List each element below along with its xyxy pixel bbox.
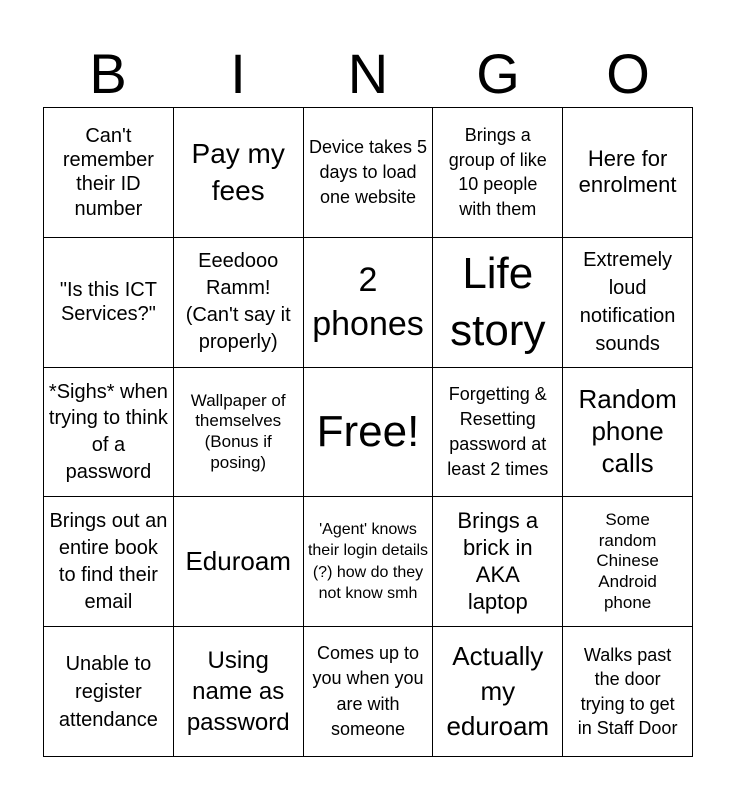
bingo-cell[interactable]	[304, 627, 434, 757]
cell-text: Walks past the door trying to get in Staff Door	[577, 645, 678, 738]
cell-text: Device takes 5 days to load one website	[308, 137, 428, 207]
bingo-cell[interactable]	[563, 497, 693, 627]
bingo-cell[interactable]	[563, 238, 693, 368]
cell-text: *Sighs* when trying to think of a password	[48, 380, 168, 483]
cell-text: "Is this ICT Services?"	[59, 278, 157, 326]
bingo-cell[interactable]	[174, 497, 304, 627]
bingo-cell[interactable]	[433, 238, 563, 368]
cell-text: 'Agent' knows their login details (?) how do they not know smh	[307, 520, 429, 603]
header-letter-o: O	[606, 42, 650, 105]
cell-text: Brings a brick in AKA laptop	[457, 508, 539, 614]
cell-text: Using name as password	[186, 646, 290, 737]
bingo-cell[interactable]	[304, 238, 434, 368]
bingo-cell[interactable]	[44, 238, 174, 368]
bingo-cell[interactable]	[433, 497, 563, 627]
bingo-cell[interactable]	[174, 627, 304, 757]
bingo-cell[interactable]	[304, 108, 434, 238]
bingo-cell[interactable]	[304, 497, 434, 627]
cell-text: Pay my fees	[191, 137, 285, 207]
bingo-cell[interactable]	[44, 497, 174, 627]
cell-text: Brings out an entire book to find their email	[49, 509, 168, 613]
cell-text: Unable to register attendance	[58, 652, 158, 731]
cell-text: Forgetting & Resetting password at least 2 times	[447, 384, 549, 479]
bingo-cell[interactable]	[433, 627, 563, 757]
bingo-cell[interactable]	[174, 108, 304, 238]
cell-text: Here for enrolment	[578, 145, 677, 198]
bingo-cell[interactable]	[433, 108, 563, 238]
header-letter-i: I	[230, 42, 246, 105]
header-letter-b: B	[89, 42, 127, 105]
cell-text: Actually my eduroam	[446, 640, 550, 742]
bingo-cell[interactable]	[563, 108, 693, 238]
header-letter-g: G	[476, 42, 520, 105]
cell-text: 2 phones	[312, 261, 424, 344]
bingo-cell[interactable]	[433, 368, 563, 498]
header-letter-n: N	[347, 42, 389, 105]
cell-text: Some random Chinese Android phone	[596, 509, 659, 612]
cell-text: Comes up to you when you are with someone	[312, 643, 424, 739]
cell-text: Can't remember their ID number	[62, 124, 154, 220]
cell-text: Eduroam	[185, 545, 291, 576]
bingo-cell[interactable]	[174, 368, 304, 498]
cell-text: Eeedooo Ramm! (Can't say it properly)	[185, 250, 291, 354]
cell-text: Wallpaper of themselves (Bonus if posing)	[190, 390, 286, 472]
cell-text: Brings a group of like 10 people with them	[448, 124, 547, 220]
bingo-cell[interactable]	[44, 108, 174, 238]
bingo-cell[interactable]	[563, 627, 693, 757]
cell-text: Free!	[316, 407, 420, 457]
cell-text: Random phone calls	[578, 384, 677, 478]
cell-text: Extremely loud notification sounds	[579, 249, 676, 356]
bingo-cell[interactable]	[174, 238, 304, 368]
bingo-cell[interactable]	[44, 627, 174, 757]
bingo-cell[interactable]	[44, 368, 174, 498]
bingo-board	[43, 107, 693, 757]
cell-text: Life story	[450, 249, 546, 356]
bingo-cell[interactable]	[563, 368, 693, 498]
bingo-header	[43, 42, 693, 106]
bingo-cell[interactable]	[304, 368, 434, 498]
